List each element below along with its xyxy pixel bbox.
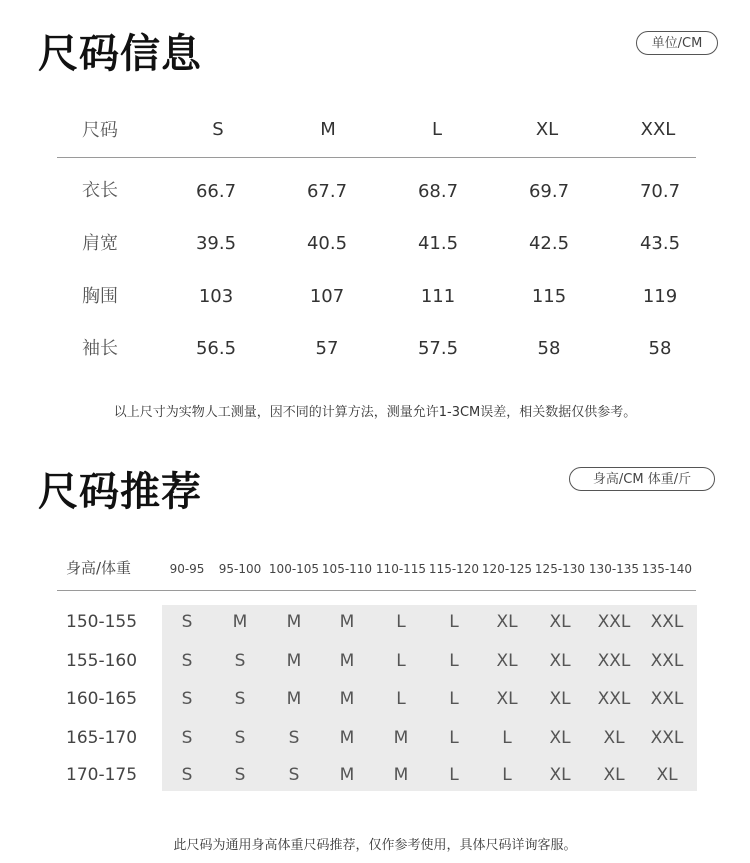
size-recommendation: S [234, 689, 246, 709]
weight-header: 95-100 [218, 562, 262, 576]
size-recommendation: M [393, 765, 409, 785]
size-recommendation: S [181, 728, 193, 748]
size-recommendation: XL [496, 689, 518, 709]
size-header-xl: XL [535, 119, 559, 140]
size-recommendation: L [502, 765, 512, 785]
size-recommendation: XXL [597, 612, 631, 632]
size-recommendation: XL [549, 728, 571, 748]
size-recommendation: XL [603, 765, 625, 785]
size-recommendation: L [449, 612, 459, 632]
size-recommendation: S [234, 651, 246, 671]
size-value: 42.5 [528, 233, 570, 254]
size-info-note: 以上尺寸为实物人工测量，因不同的计算方法，测量允许1-3CM误差，相关数据仅供参考。 [113, 405, 637, 420]
size-recommendation: S [288, 728, 300, 748]
size-recommendation: XXL [650, 689, 684, 709]
size-recommendation: XL [549, 689, 571, 709]
size-recommendation: XXL [650, 612, 684, 632]
size-header-xxl: XXL [640, 119, 676, 140]
size-value: 66.7 [195, 181, 237, 202]
size-recommendation: M [232, 612, 248, 632]
size-recommendation: M [286, 612, 302, 632]
size-recommendation: S [181, 612, 193, 632]
size-recommendation: M [339, 651, 355, 671]
size-value: 58 [648, 338, 672, 359]
weight-header: 105-110 [321, 562, 373, 576]
size-value: 103 [198, 286, 234, 307]
size-row-label: 衣长 [82, 180, 118, 201]
size-header-l: L [431, 119, 443, 140]
size-header-label: 尺码 [82, 120, 118, 141]
size-recommendation: L [449, 728, 459, 748]
weight-header: 135-140 [641, 562, 693, 576]
weight-header: 120-125 [481, 562, 533, 576]
size-recommendation: XL [549, 651, 571, 671]
weight-header: 100-105 [268, 562, 320, 576]
size-row-label: 胸围 [82, 286, 118, 307]
recommend-note: 此尺码为通用身高体重尺码推荐，仅作参考使用，具体尺码详询客服。 [173, 838, 577, 853]
height-label: 155-160 [66, 651, 138, 671]
size-recommendation: M [339, 612, 355, 632]
size-recommendation: XL [496, 651, 518, 671]
size-header-s: S [212, 119, 224, 140]
size-value: 111 [420, 286, 456, 307]
size-recommendation: L [502, 728, 512, 748]
size-info-title: 尺码信息 [38, 31, 202, 77]
size-value: 57 [315, 338, 339, 359]
size-row-label: 袖长 [82, 338, 118, 359]
size-recommendation: XL [549, 765, 571, 785]
size-recommendation: L [396, 651, 406, 671]
recommend-unit-badge: 身高/CM 体重/斤 [569, 467, 715, 491]
size-recommendation: S [181, 689, 193, 709]
size-recommendation: S [234, 728, 246, 748]
size-row-label: 肩宽 [82, 233, 118, 254]
size-recommendation: S [181, 651, 193, 671]
size-recommendation: XXL [650, 728, 684, 748]
size-recommendation: L [449, 765, 459, 785]
size-recommendation: L [396, 612, 406, 632]
size-recommendation: S [234, 765, 246, 785]
size-value: 107 [309, 286, 345, 307]
size-value: 39.5 [195, 233, 237, 254]
size-recommendation: M [339, 765, 355, 785]
weight-header: 90-95 [169, 562, 205, 576]
weight-header: 110-115 [375, 562, 427, 576]
size-recommendation: S [181, 765, 193, 785]
size-recommendation: L [449, 689, 459, 709]
size-value: 119 [642, 286, 678, 307]
size-recommendation: M [286, 689, 302, 709]
size-recommendation: M [339, 728, 355, 748]
size-value: 115 [531, 286, 567, 307]
size-value: 58 [537, 338, 561, 359]
size-recommendation: XL [656, 765, 678, 785]
height-label: 170-175 [66, 765, 138, 785]
size-value: 56.5 [195, 338, 237, 359]
size-recommendation: XL [549, 612, 571, 632]
size-recommendation: XL [496, 612, 518, 632]
size-recommendation: L [449, 651, 459, 671]
recommend-header-divider [57, 590, 696, 591]
weight-header: 130-135 [588, 562, 640, 576]
size-header-divider [57, 157, 696, 158]
weight-header: 115-120 [428, 562, 480, 576]
size-header-m: M [320, 119, 336, 140]
size-recommendation: L [396, 689, 406, 709]
size-recommendation: XXL [597, 651, 631, 671]
size-value: 69.7 [528, 181, 570, 202]
size-value: 68.7 [417, 181, 459, 202]
size-value: 43.5 [639, 233, 681, 254]
weight-header: 125-130 [534, 562, 586, 576]
size-recommendation: XXL [650, 651, 684, 671]
size-recommendation: S [288, 765, 300, 785]
size-recommendation: XXL [597, 689, 631, 709]
height-label: 150-155 [66, 612, 138, 632]
recommend-title: 尺码推荐 [38, 469, 202, 515]
size-value: 70.7 [639, 181, 681, 202]
size-recommendation: M [339, 689, 355, 709]
size-recommendation: XL [603, 728, 625, 748]
size-info-unit-badge: 单位/CM [636, 31, 718, 55]
height-label: 160-165 [66, 689, 138, 709]
size-value: 67.7 [306, 181, 348, 202]
height-label: 165-170 [66, 728, 138, 748]
size-value: 57.5 [417, 338, 459, 359]
size-value: 41.5 [417, 233, 459, 254]
size-recommendation: M [286, 651, 302, 671]
size-recommendation: M [393, 728, 409, 748]
recommend-corner-label: 身高/体重 [66, 559, 132, 577]
size-value: 40.5 [306, 233, 348, 254]
